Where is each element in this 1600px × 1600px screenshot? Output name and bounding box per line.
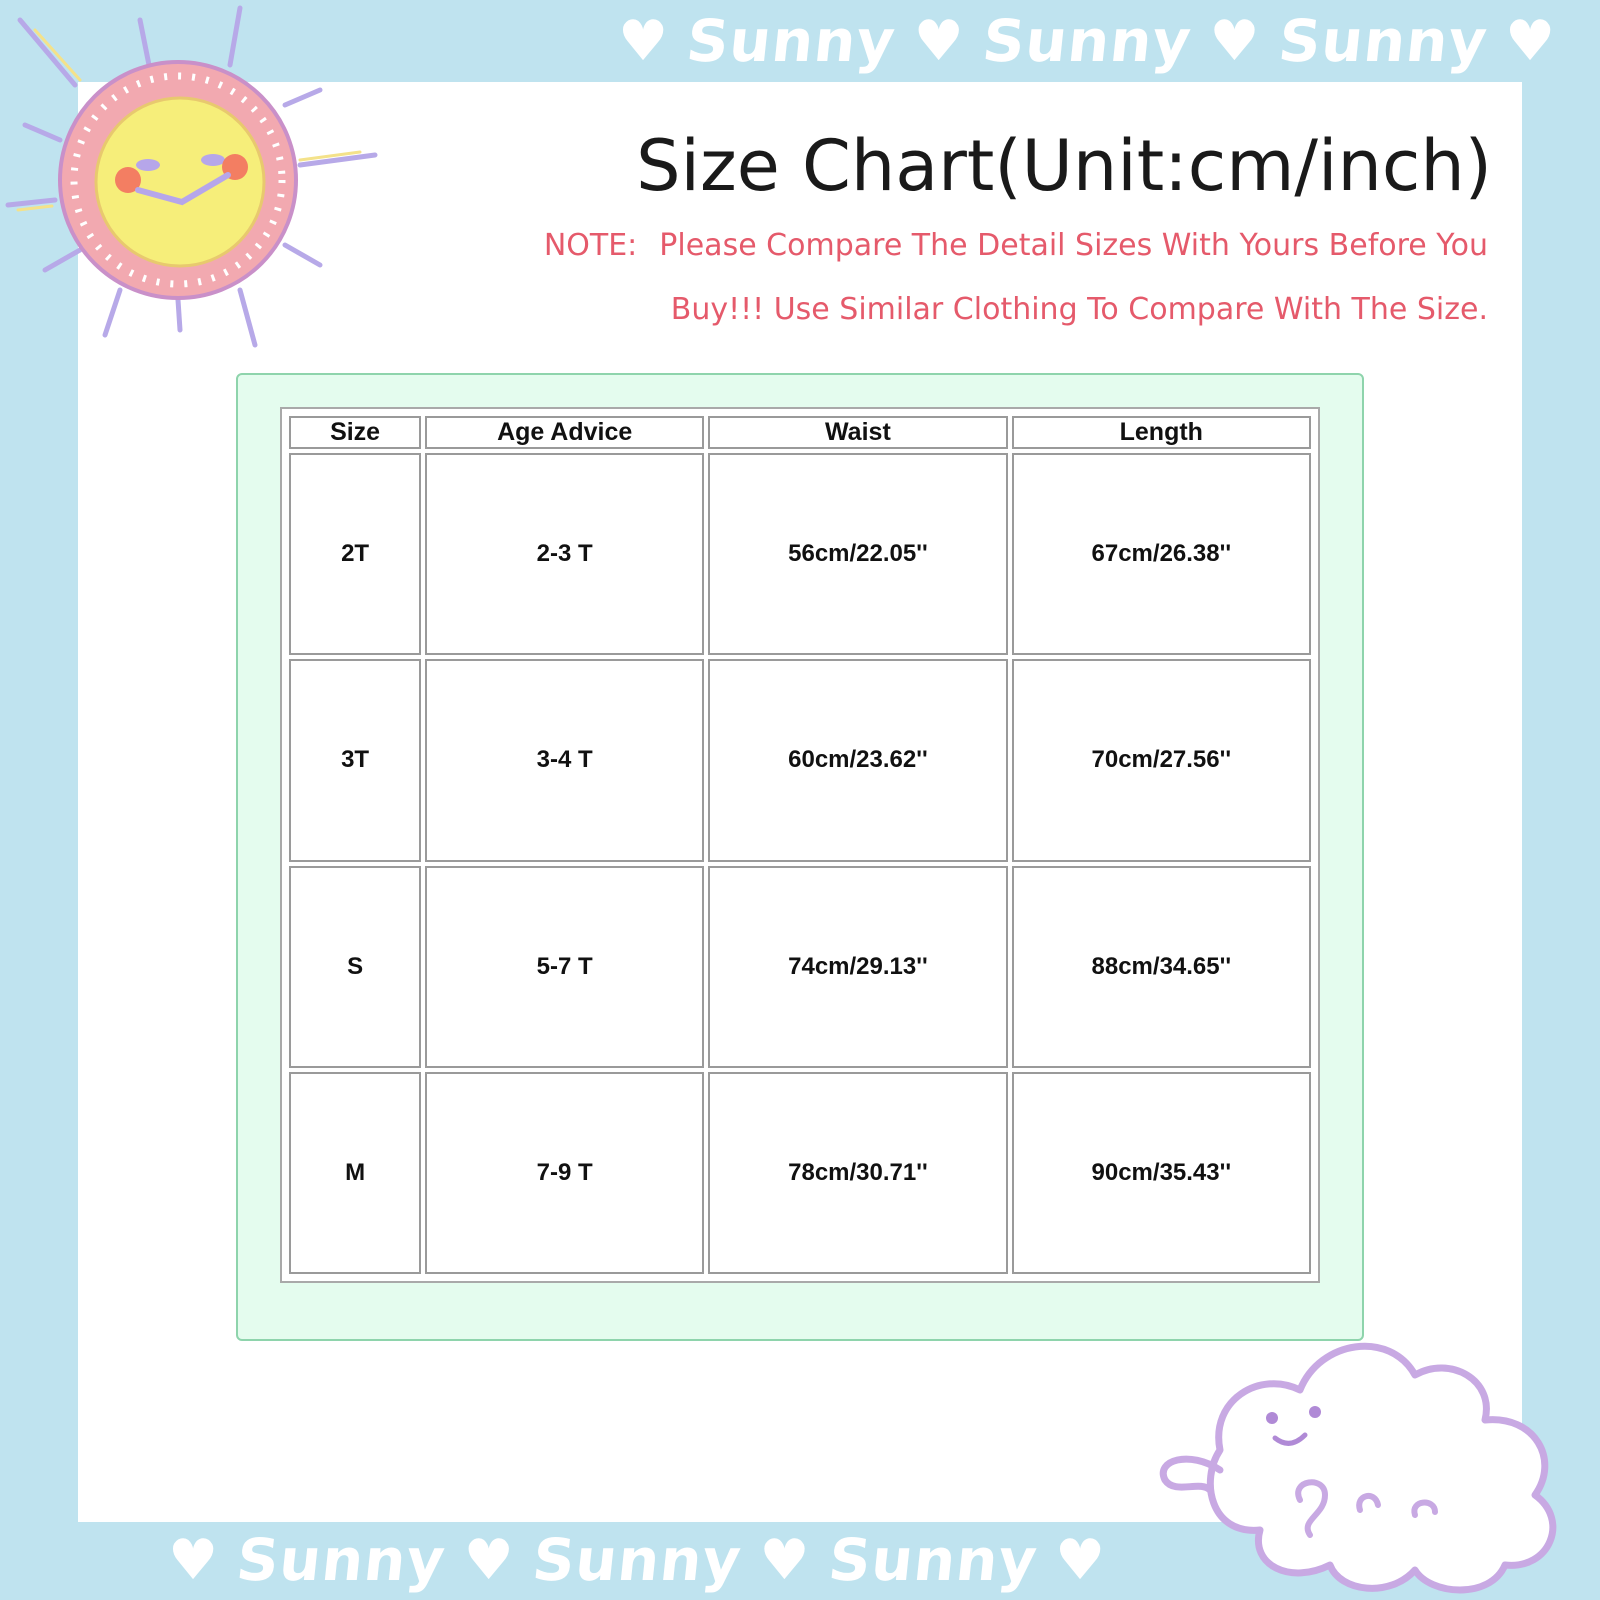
sun-illustration (0, 0, 400, 360)
table-row (289, 1072, 1311, 1274)
cell-waist: 56cm/22.05'' (708, 453, 1007, 655)
header-length: Length (1012, 416, 1311, 449)
table-row (289, 659, 1311, 861)
header-waist: Waist (708, 416, 1007, 449)
heart-icon: ♥ (913, 8, 965, 74)
banner-word: Sunny (683, 7, 900, 75)
heart-icon: ♥ (618, 8, 670, 74)
table-row (289, 453, 1311, 655)
cell-waist: 78cm/30.71'' (708, 1072, 1007, 1274)
heart-icon: ♥ (463, 1527, 515, 1593)
size-table-frame (280, 407, 1320, 1283)
header-size: Size (289, 416, 421, 449)
note-prefix: NOTE: (543, 228, 638, 263)
banner-word: Sunny (1274, 7, 1491, 75)
cell-age-advice: 7-9 T (425, 1072, 704, 1274)
cell-length: 70cm/27.56'' (1012, 659, 1311, 861)
cell-age-advice: 3-4 T (425, 659, 704, 861)
banner-word: Sunny (979, 7, 1195, 75)
cell-age-advice: 5-7 T (425, 866, 704, 1068)
heart-icon: ♥ (1054, 1527, 1107, 1593)
heart-icon: ♥ (1209, 8, 1261, 74)
cell-length: 88cm/34.65'' (1012, 866, 1311, 1068)
table-header-row (289, 416, 1311, 449)
note-text-1: Please Compare The Detail Sizes With Yours Before You (659, 228, 1488, 263)
heart-icon: ♥ (168, 1527, 220, 1593)
cell-size: 2T (289, 453, 421, 655)
cell-waist: 74cm/29.13'' (708, 866, 1007, 1068)
cell-size: M (289, 1072, 421, 1274)
banner-word: Sunny (529, 1526, 745, 1594)
banner-word: Sunny (233, 1526, 450, 1594)
banner-word: Sunny (824, 1526, 1041, 1594)
cell-age-advice: 2-3 T (425, 453, 704, 655)
page-title: Size Chart(Unit:cm/inch) (636, 125, 1492, 207)
cell-length: 67cm/26.38'' (1012, 453, 1311, 655)
cell-size: S (289, 866, 421, 1068)
heart-icon: ♥ (1504, 8, 1557, 74)
cell-length: 90cm/35.43'' (1012, 1072, 1311, 1274)
size-table (285, 412, 1315, 1278)
cell-waist: 60cm/23.62'' (708, 659, 1007, 861)
cell-size: 3T (289, 659, 421, 861)
bottom-banner (0, 1520, 1600, 1600)
size-table-panel (236, 373, 1364, 1341)
note-line-1 (544, 228, 1488, 263)
heart-icon: ♥ (759, 1527, 811, 1593)
note-line-2: Buy!!! Use Similar Clothing To Compare With The Size. (670, 292, 1488, 327)
table-row (289, 866, 1311, 1068)
header-age-advice: Age Advice (425, 416, 704, 449)
